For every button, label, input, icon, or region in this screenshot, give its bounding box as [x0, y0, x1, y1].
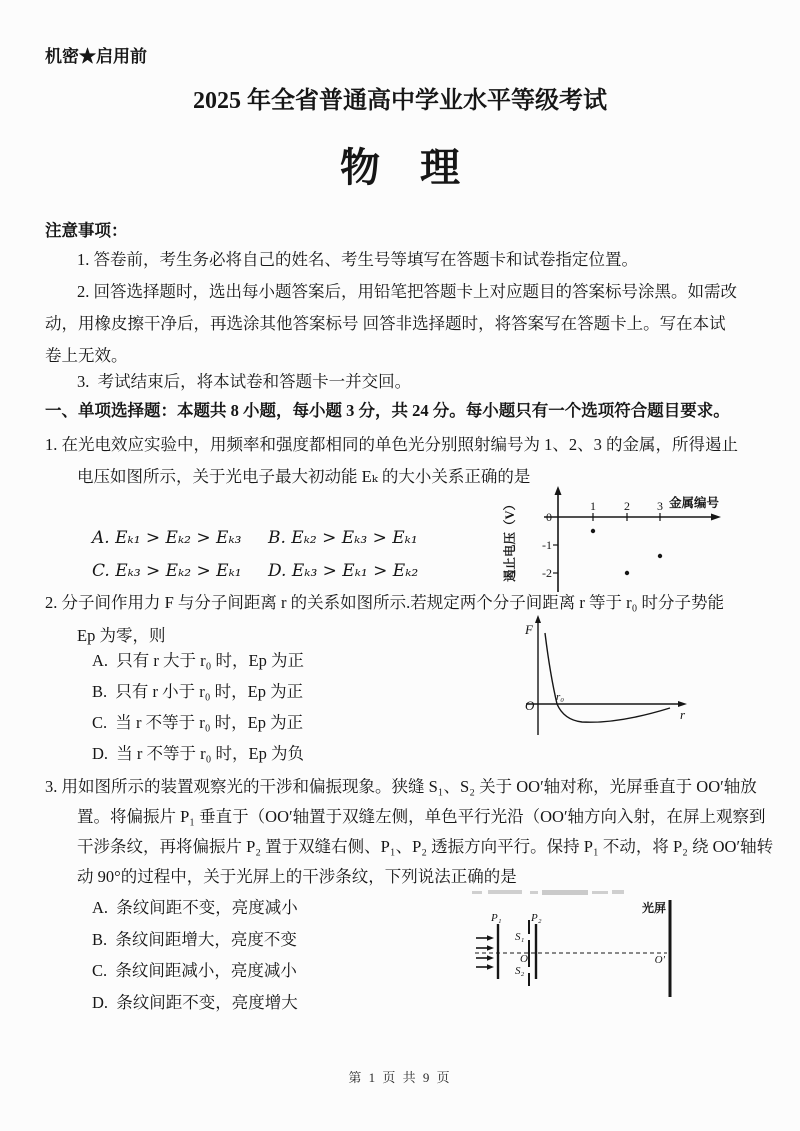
origin-label: O	[525, 698, 535, 713]
o-label: O	[520, 953, 528, 965]
subject-title: 物 理	[340, 145, 460, 190]
y-axis-arrow	[555, 486, 562, 495]
q2-chart	[520, 612, 705, 752]
y-axis-title: F	[525, 622, 533, 637]
p2-label: P₂	[531, 912, 542, 924]
q3-option-d: D. 条纹间距不变，亮度增大	[92, 993, 298, 1012]
s2-label: S₂	[515, 965, 525, 977]
q1-option-a: A. Eₖ₁ > Eₖ₂ > Eₖ₃	[92, 528, 242, 548]
data-point-metal-2	[625, 571, 629, 575]
q1-option-b: B. Eₖ₂ > Eₖ₃ > Eₖ₁	[268, 528, 418, 548]
q3-option-a: A. 条纹间距不变，亮度减小	[92, 898, 298, 917]
q2-option-d: D. 当 r 不等于 r₀ 时，Ep 为负	[92, 744, 304, 763]
q1-chart	[500, 485, 800, 597]
x-axis-title: r	[680, 707, 686, 722]
y-tick-label: -1	[542, 538, 552, 552]
notice-line: 动，用橡皮擦干净后，再选涂其他答案标号 回答非选择题时，将答案写在答题卡上。写在本试	[45, 314, 726, 333]
exam-title: 2025 年全省普通高中学业水平等级考试	[193, 88, 607, 114]
notice-line: 卷上无效。	[45, 346, 128, 365]
y-axis-title: 遏止电压（V）	[503, 497, 517, 583]
y-tick-label: -2	[542, 566, 552, 580]
screen-label: 光屏	[641, 901, 666, 915]
notice-line: 3. 考试结束后，将本试卷和答题卡一并交回。	[77, 372, 412, 391]
x-tick-label: 1	[590, 499, 596, 513]
q1-text-line: 1. 在光电效应实验中，用频率和强度都相同的单色光分别照射编号为 1、2、3 的金属，所得遏止	[45, 435, 738, 454]
q3-text-line: 动 90°的过程中，关于光屏上的干涉条纹，下列说法正确的是	[77, 867, 517, 886]
section-heading: 一、单项选择题：本题共 8 小题，每小题 3 分，共 24 分。每小题只有一个选项符合题目要求。	[45, 401, 730, 420]
q2-text-line: Ep 为零，则	[77, 626, 166, 645]
q3-text-line: 干涉条纹，再将偏振片 P₂ 置于双缝右侧、P₁、P₂ 透振方向平行。保持 P₁ 不动，将 P₂ 绕 OO′轴转	[77, 837, 774, 856]
q2-option-a: A. 只有 r 大于 r₀ 时，Ep 为正	[92, 651, 304, 670]
q1-text-line: 电压如图所示，关于光电子最大初动能 Eₖ 的大小关系正确的是	[77, 467, 531, 486]
s1-label: S₁	[515, 931, 525, 943]
data-point-metal-1	[591, 529, 595, 533]
q2-text-line: 2. 分子间作用力 F 与分子间距离 r 的关系如图所示.若规定两个分子间距离 r 等于 r₀ 时分子势能	[45, 593, 725, 612]
q3-diagram	[458, 886, 700, 1018]
o-prime-label: O′	[654, 954, 665, 966]
x-axis-title: 金属编号	[668, 496, 719, 510]
x-tick-label: 3	[657, 499, 663, 513]
q1-option-d: D. Eₖ₃ > Eₖ₁ > Eₖ₂	[268, 561, 419, 581]
q3-option-b: B. 条纹间距增大，亮度不变	[92, 930, 297, 949]
q3-text-line: 置。将偏振片 P₁ 垂直于（OO′轴置于双缝左侧，单色平行光沿（OO′轴方向入射，在屏上观察到	[77, 807, 766, 826]
q2-option-c: C. 当 r 不等于 r₀ 时，Ep 为正	[92, 713, 304, 732]
force-curve	[545, 633, 670, 722]
y-axis-arrow	[535, 615, 541, 623]
p1-label: P₁	[491, 912, 502, 924]
q2-option-b: B. 只有 r 小于 r₀ 时，Ep 为正	[92, 682, 304, 701]
x-tick-label: 2	[624, 499, 630, 513]
q3-option-c: C. 条纹间距减小，亮度减小	[92, 961, 297, 980]
security-classification: 机密★启用前	[45, 47, 147, 66]
bleed-through-artifact	[472, 890, 624, 895]
data-point-metal-3	[658, 554, 662, 558]
q3-text-line: 3. 用如图所示的装置观察光的干涉和偏振现象。狭缝 S₁、S₂ 关于 OO′轴对称，光屏垂直于 OO′轴放	[45, 777, 757, 796]
notice-heading: 注意事项：	[45, 221, 128, 240]
x-axis-arrow	[711, 514, 721, 521]
y-tick-label: 0	[546, 510, 552, 524]
page-number: 第 1 页 共 9 页	[348, 1070, 452, 1085]
notice-line: 1. 答卷前，考生务必将自己的姓名、考生号等填写在答题卡和试卷指定位置。	[77, 250, 638, 269]
notice-line: 2. 回答选择题时，选出每小题答案后，用铅笔把答题卡上对应题目的答案标号涂黑。如需改	[77, 282, 737, 301]
q1-option-c: C. Eₖ₃ > Eₖ₂ > Eₖ₁	[92, 561, 242, 581]
zero-crossing-label: r₀	[556, 691, 565, 703]
